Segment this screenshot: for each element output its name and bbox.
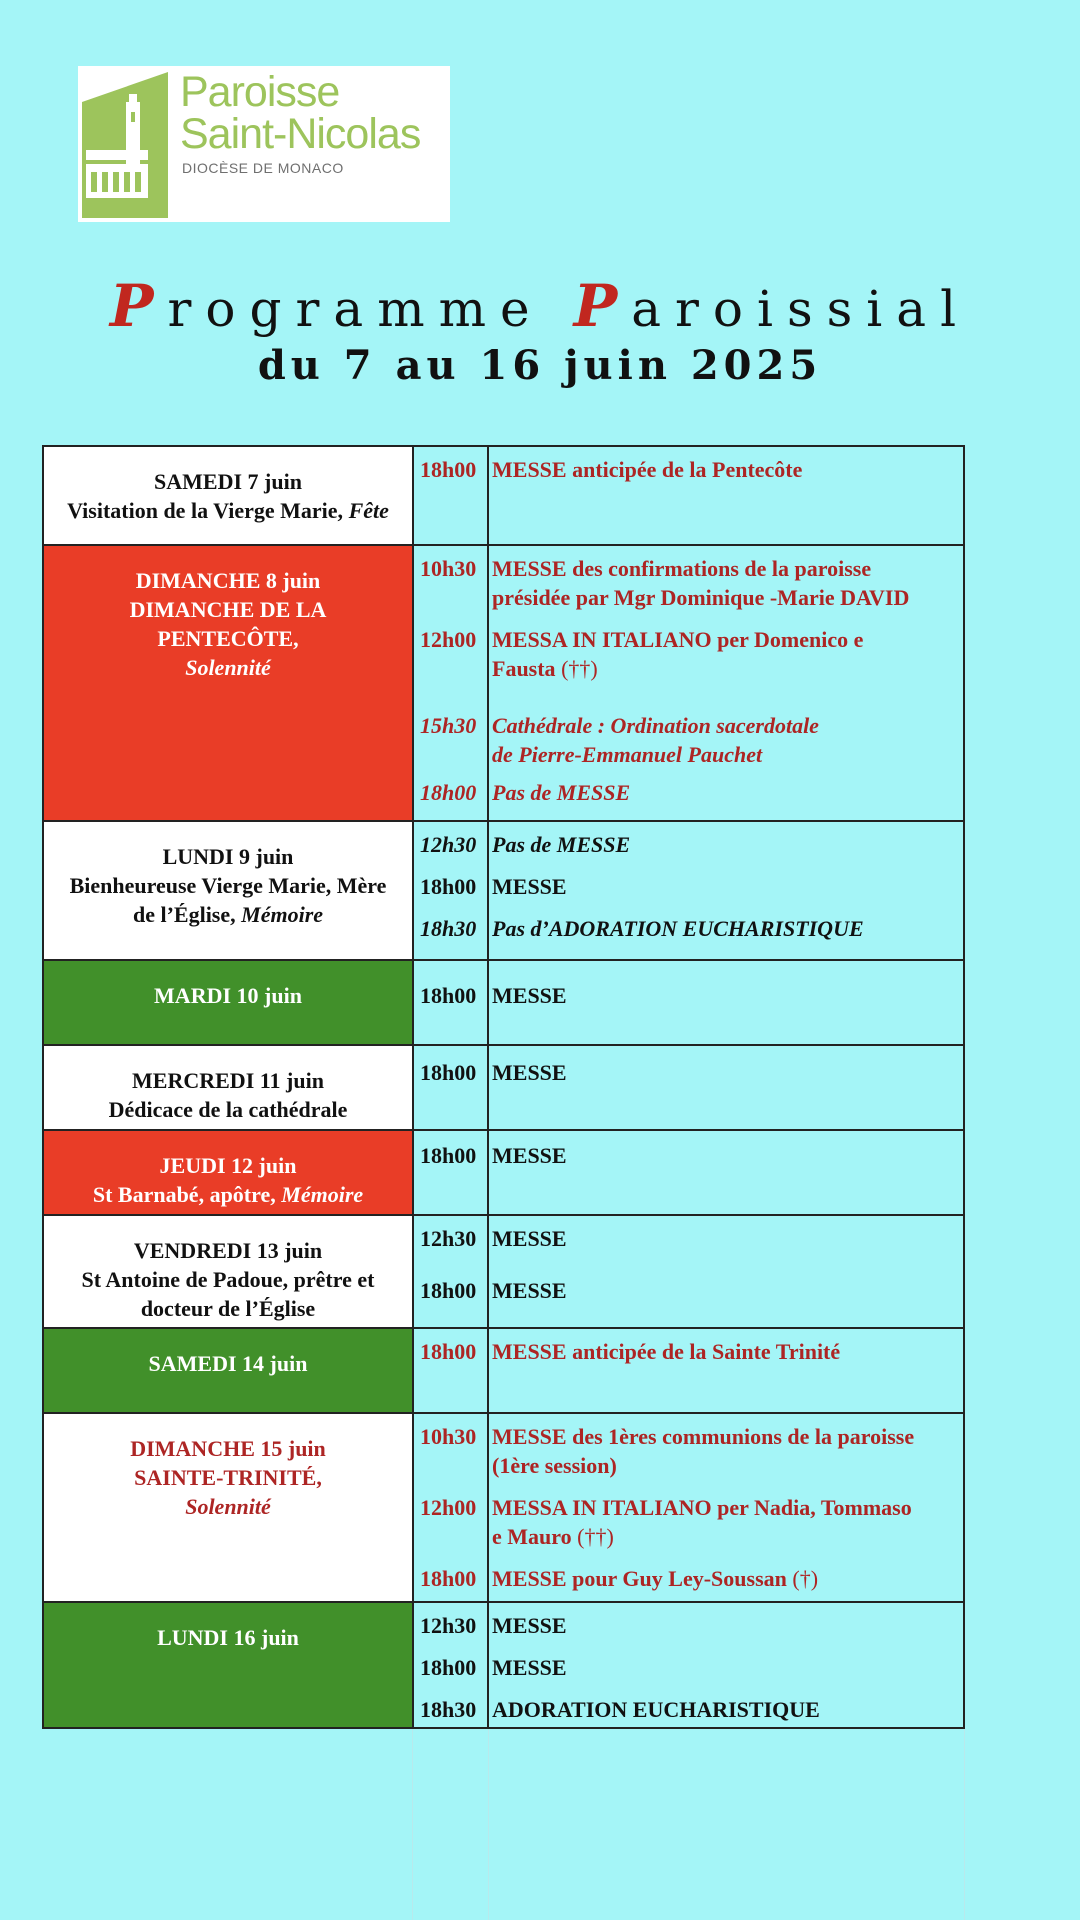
day-title: DIMANCHE 15 juin xyxy=(130,1436,326,1461)
event-cell xyxy=(488,1413,964,1602)
event-label: Pas d’ADORATION EUCHARISTIQUE xyxy=(492,916,864,941)
title-word-2: aroissial xyxy=(631,280,971,338)
day-rank: Solennité xyxy=(185,655,271,680)
day-title: LUNDI 9 juin xyxy=(162,844,294,869)
day-title: VENDREDI 13 juin xyxy=(133,1238,323,1263)
event-label: MESSA IN ITALIANO per Nadia, Tommaso e Mauro (††) xyxy=(492,1495,912,1549)
day-feast: St Antoine de Padoue, prêtre et xyxy=(81,1267,375,1292)
event-time: 10h30 xyxy=(420,556,477,581)
column-guide-1 xyxy=(412,1728,413,1920)
day-title: MERCREDI 11 juin xyxy=(132,1068,324,1093)
day-cell xyxy=(43,960,413,1045)
logo-line-saint-nicolas: Saint-Nicolas xyxy=(180,110,421,158)
event-time: 12h00 xyxy=(420,627,477,652)
event-cell xyxy=(488,1045,964,1130)
day-title: SAMEDI 14 juin xyxy=(148,1351,308,1376)
table-row xyxy=(43,960,964,1045)
event-cell xyxy=(488,1215,964,1328)
event-time: 12h30 xyxy=(420,1226,477,1251)
event-label: MESSE anticipée de la Sainte Trinité xyxy=(492,1339,841,1364)
time-cell xyxy=(413,960,488,1045)
event-cell xyxy=(488,821,964,960)
day-title: SAMEDI 7 juin xyxy=(154,469,302,494)
day-cell xyxy=(43,1413,413,1602)
day-cell xyxy=(43,1215,413,1328)
table-row xyxy=(43,545,964,821)
time-cell xyxy=(413,446,488,545)
day-feast: docteur de l’Église xyxy=(140,1296,316,1321)
day-title: LUNDI 16 juin xyxy=(157,1625,299,1650)
day-feast: DIMANCHE DE LA xyxy=(129,597,327,622)
table-row xyxy=(43,821,964,960)
day-feast: Visitation de la Vierge Marie, Fête xyxy=(67,498,389,523)
time-cell xyxy=(413,1045,488,1130)
event-cell xyxy=(488,960,964,1045)
event-time: 12h30 xyxy=(420,832,477,857)
table-row xyxy=(43,1215,964,1328)
event-label: MESSE xyxy=(492,983,567,1008)
day-feast: PENTECÔTE, xyxy=(157,626,299,651)
event-cell xyxy=(488,1130,964,1215)
day-cell xyxy=(43,1328,413,1413)
time-cell xyxy=(413,1413,488,1602)
table-row xyxy=(43,1130,964,1215)
title-initial-1: P xyxy=(109,272,168,340)
event-label: MESSE xyxy=(492,1143,567,1168)
event-time: 18h00 xyxy=(420,1060,477,1085)
day-title: DIMANCHE 8 juin xyxy=(135,568,321,593)
column-guide-2 xyxy=(488,1728,489,1920)
parish-logo xyxy=(78,66,450,222)
event-label: MESSE xyxy=(492,1060,567,1085)
column-guide-3 xyxy=(964,1728,965,1920)
day-feast: SAINTE-TRINITÉ, xyxy=(134,1465,322,1490)
event-time: 18h00 xyxy=(420,983,477,1008)
day-rank: Solennité xyxy=(185,1494,271,1519)
event-time: 12h00 xyxy=(420,1495,477,1520)
event-time: 18h00 xyxy=(420,780,477,805)
day-title: JEUDI 12 juin xyxy=(159,1153,297,1178)
event-label: MESSE xyxy=(492,1226,567,1251)
day-cell xyxy=(43,545,413,821)
event-label: Cathédrale : Ordination sacerdotale de Pierre-Emmanuel Pauchet xyxy=(492,713,819,767)
day-cell xyxy=(43,1130,413,1215)
event-time: 18h30 xyxy=(420,916,477,941)
day-feast: de l’Église, Mémoire xyxy=(132,902,324,927)
event-cell xyxy=(488,545,964,821)
day-cell xyxy=(43,821,413,960)
event-time: 18h30 xyxy=(420,1697,477,1722)
event-time: 18h00 xyxy=(420,1143,477,1168)
time-cell xyxy=(413,1602,488,1728)
event-label: Pas de MESSE xyxy=(492,832,631,857)
event-time: 18h00 xyxy=(420,1655,477,1680)
event-label: MESSE xyxy=(492,1278,567,1303)
table-row xyxy=(43,1045,964,1130)
day-cell xyxy=(43,446,413,545)
event-label: ADORATION EUCHARISTIQUE xyxy=(492,1697,820,1722)
day-feast: St Barnabé, apôtre, Mémoire xyxy=(92,1182,364,1207)
event-label: MESSE xyxy=(492,1655,567,1680)
church-logo-icon xyxy=(82,72,168,218)
time-cell xyxy=(413,1328,488,1413)
schedule-table xyxy=(42,445,965,1729)
event-cell xyxy=(488,1602,964,1728)
page-subtitle: du 7 au 16 juin 2025 xyxy=(257,342,823,389)
event-time: 12h30 xyxy=(420,1613,477,1638)
event-time: 18h00 xyxy=(420,1566,477,1591)
logo-line-paroisse: Paroisse xyxy=(180,68,340,116)
event-cell xyxy=(488,1328,964,1413)
event-label: MESSE xyxy=(492,874,567,899)
table-row xyxy=(43,446,964,545)
time-cell xyxy=(413,545,488,821)
event-time: 18h00 xyxy=(420,1339,477,1364)
event-label: MESSE pour Guy Ley-Soussan (†) xyxy=(492,1566,819,1591)
event-time: 18h00 xyxy=(420,874,477,899)
logo-line-diocese: DIOCÈSE DE MONACO xyxy=(182,160,344,176)
table-row xyxy=(43,1328,964,1413)
time-cell xyxy=(413,1130,488,1215)
table-row xyxy=(43,1413,964,1602)
title-initial-2: P xyxy=(573,272,632,340)
event-time: 10h30 xyxy=(420,1424,477,1449)
event-label: MESSA IN ITALIANO per Domenico e Fausta (††) xyxy=(492,627,864,681)
day-cell xyxy=(43,1045,413,1130)
time-cell xyxy=(413,821,488,960)
event-time: 18h00 xyxy=(420,1278,477,1303)
table-row xyxy=(43,1602,964,1728)
day-title: MARDI 10 juin xyxy=(154,983,302,1008)
event-time: 15h30 xyxy=(420,713,477,738)
event-label: Pas de MESSE xyxy=(492,780,631,805)
event-label: MESSE des confirmations de la paroisse présidée par Mgr Dominique -Marie DAVID xyxy=(492,556,910,610)
day-feast: Bienheureuse Vierge Marie, Mère xyxy=(69,873,387,898)
title-word-1: rogramme xyxy=(167,280,544,338)
time-cell xyxy=(413,1215,488,1328)
day-cell xyxy=(43,1602,413,1728)
event-time: 18h00 xyxy=(420,457,477,482)
page-title xyxy=(0,272,1080,340)
event-label: MESSE xyxy=(492,1613,567,1638)
event-cell xyxy=(488,446,964,545)
day-feast: Dédicace de la cathédrale xyxy=(108,1097,348,1122)
event-label: MESSE des 1ères communions de la paroisse (1ère session) xyxy=(492,1424,915,1478)
event-label: MESSE anticipée de la Pentecôte xyxy=(492,457,803,482)
